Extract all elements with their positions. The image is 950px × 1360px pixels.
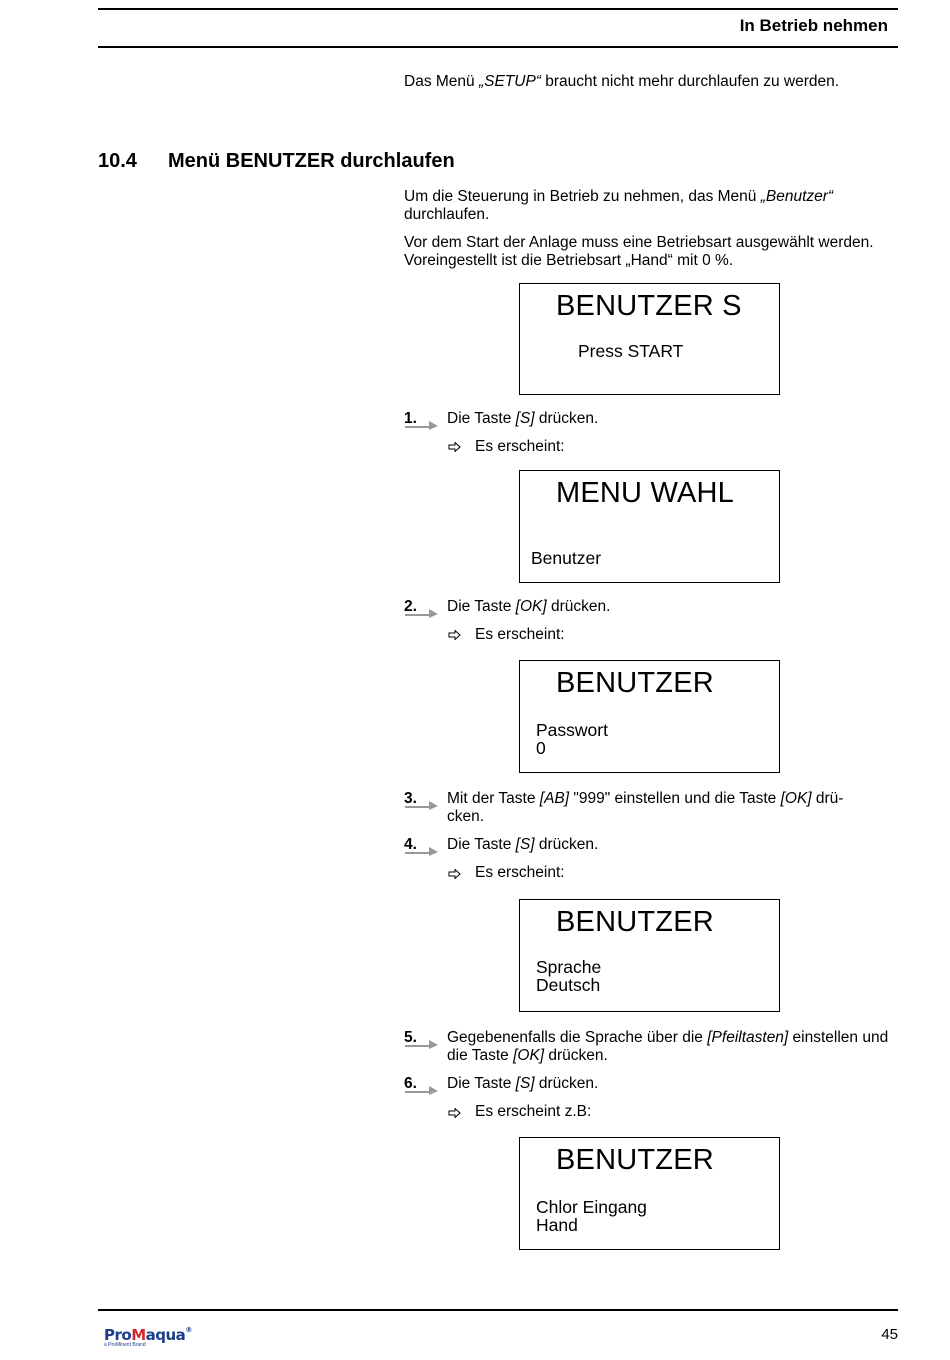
step-text: Die Taste [S] drücken. [447,1075,599,1092]
benutzer-term: „Benutzer“ [760,188,834,205]
key-label: [AB] [539,790,570,807]
logo-tagline: a ProMinent Brand [104,1342,146,1348]
step-text: Die Taste [OK] drücken. [447,598,611,615]
step-text: Die Taste [S] drücken. [447,836,599,853]
display-line-2: Deutsch [536,975,601,995]
key-label: [OK] [513,1047,545,1064]
step-arrow-icon [405,798,439,810]
step-text: Gegebenenfalls die Sprache über die [Pfeiltasten] einstellen und die Taste [OK] drücken. [447,1029,889,1064]
display-panel-5 [519,1137,780,1250]
display-title: MENU WAHL [556,477,734,509]
display-title: BENUTZER S [556,290,742,322]
result-arrow-icon [448,442,461,452]
display-panel-2 [519,470,780,583]
header-top-rule [98,8,898,10]
display-line-1: Sprache [536,957,602,977]
step-arrow-icon [405,1037,439,1049]
key-label: [OK] [515,598,547,615]
display-title: BENUTZER [556,1144,714,1176]
result-arrow-icon [448,869,461,879]
key-label: [S] [515,410,535,427]
page-number: 45 [881,1326,898,1343]
step-number: 6. [404,1075,417,1092]
display-panel-1 [519,283,780,395]
section-title: Menü BENUTZER durchlaufen [168,150,455,172]
display-line-2: Hand [536,1215,578,1235]
header-title: In Betrieb nehmen [739,16,888,35]
paragraph-1: Um die Steuerung in Betrieb zu nehmen, das Menü „Benutzer“ durchlaufen. [404,188,834,223]
step-number: 4. [404,836,417,853]
display-line-1: Press START [578,341,684,361]
key-label: [OK] [780,790,812,807]
intro-paragraph: Das Menü „SETUP“ braucht nicht mehr durchlaufen zu werden. [404,73,840,90]
key-label: [Pfeiltasten] [707,1029,789,1046]
result-text: Es erscheint: [475,438,565,455]
promaqua-logo: ProMaqua® a ProMinent Brand [104,1326,192,1348]
display-title: BENUTZER [556,906,714,938]
key-label: [S] [515,836,535,853]
step-arrow-icon [405,606,439,618]
step-arrow-icon [405,844,439,856]
step-text: Die Taste [S] drücken. [447,410,599,427]
section-number: 10.4 [98,150,137,172]
display-line-1: Benutzer [531,548,602,568]
result-text: Es erscheint z.B: [475,1103,592,1120]
result-arrow-icon [448,1108,461,1118]
step-number: 3. [404,790,417,807]
footer-rule [98,1309,898,1311]
step-arrow-icon [405,1083,439,1095]
display-line-1: Passwort [536,720,608,740]
result-text: Es erscheint: [475,626,565,643]
header-bottom-rule [98,46,898,48]
step-number: 2. [404,598,417,615]
display-panel-4 [519,899,780,1012]
result-arrow-icon [448,630,461,640]
step-number: 1. [404,410,417,427]
display-title: BENUTZER [556,667,714,699]
display-panel-3 [519,660,780,773]
display-line-1: Chlor Eingang [536,1197,647,1217]
step-number: 5. [404,1029,417,1046]
key-label: [S] [515,1075,535,1092]
step-text: Mit der Taste [AB] "999" einstellen und die Taste [OK] drü- cken. [447,790,844,825]
result-text: Es erscheint: [475,864,565,881]
step-arrow-icon [405,418,439,430]
section-heading [98,150,455,173]
display-line-2: 0 [536,738,546,758]
paragraph-2: Vor dem Start der Anlage muss eine Betriebsart ausgewählt werden. Voreingestellt ist die Betriebsart „Hand“ mit 0 %. [404,234,874,269]
setup-term: „SETUP“ [478,73,541,90]
